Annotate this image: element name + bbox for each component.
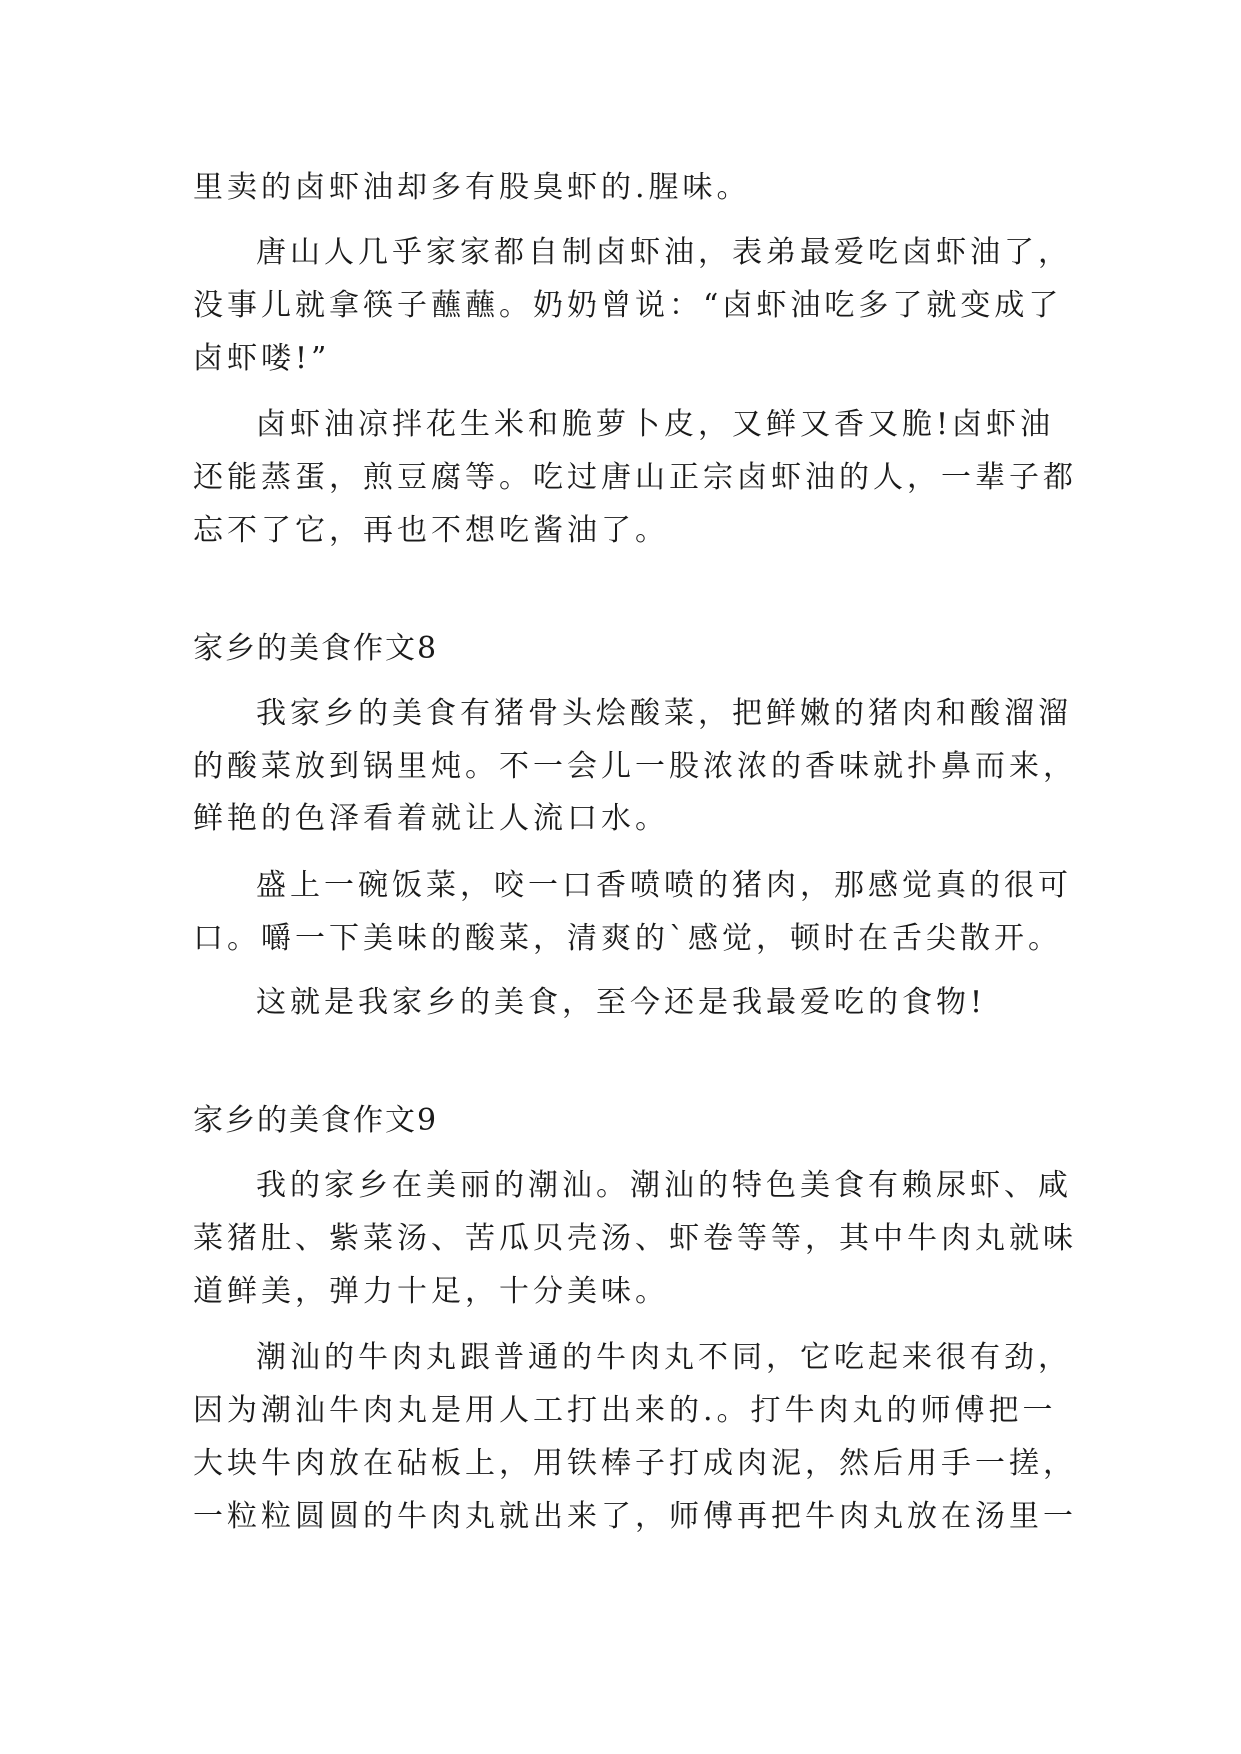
paragraph-first-line: 我家乡的美食有猪骨头烩酸菜，把鲜嫩的猪肉和酸溜溜 — [256, 696, 1072, 731]
text-line: 忘不了它，再也不想吃酱油了。 — [193, 513, 669, 548]
paragraph-first-line: 卤虾油凉拌花生米和脆萝卜皮，又鲜又香又脆!卤虾油 — [256, 407, 1055, 442]
text-line: 卤虾喽!” — [193, 341, 331, 376]
text-line: 一粒粒圆圆的牛肉丸就出来了，师傅再把牛肉丸放在汤里一 — [193, 1499, 1077, 1534]
paragraph-first-line: 我的家乡在美丽的潮汕。潮汕的特色美食有赖尿虾、咸 — [256, 1168, 1072, 1203]
text-line: 还能蒸蛋，煎豆腐等。吃过唐山正宗卤虾油的人，一辈子都 — [193, 460, 1077, 495]
text-line: 鲜艳的色泽看着就让人流口水。 — [193, 801, 669, 836]
paragraph-first-line: 盛上一碗饭菜，咬一口香喷喷的猪肉，那感觉真的很可 — [256, 868, 1072, 903]
text-line: 口。嚼一下美味的酸菜，清爽的`感觉，顿时在舌尖散开。 — [193, 921, 1062, 956]
section-heading: 家乡的美食作文9 — [193, 1103, 439, 1138]
text-line: 因为潮汕牛肉丸是用人工打出来的.。打牛肉丸的师傅把一 — [193, 1393, 1057, 1428]
paragraph-first-line: 唐山人几乎家家都自制卤虾油，表弟最爱吃卤虾油了， — [256, 235, 1072, 270]
text-line: 菜猪肚、紫菜汤、苦瓜贝壳汤、虾卷等等，其中牛肉丸就味 — [193, 1221, 1077, 1256]
text-line: 没事儿就拿筷子蘸蘸。奶奶曾说：“卤虾油吃多了就变成了 — [193, 288, 1063, 323]
text-line: 大块牛肉放在砧板上，用铁棒子打成肉泥，然后用手一搓， — [193, 1446, 1077, 1481]
text-line: 道鲜美，弹力十足，十分美味。 — [193, 1274, 669, 1309]
paragraph-first-line: 这就是我家乡的美食，至今还是我最爱吃的食物! — [256, 985, 987, 1020]
section-heading: 家乡的美食作文8 — [193, 631, 439, 666]
text-line: 里卖的卤虾油却多有股臭虾的.腥味。 — [193, 170, 751, 205]
text-line: 的酸菜放到锅里炖。不一会儿一股浓浓的香味就扑鼻而来， — [193, 749, 1077, 784]
paragraph-first-line: 潮汕的牛肉丸跟普通的牛肉丸不同，它吃起来很有劲， — [256, 1340, 1072, 1375]
